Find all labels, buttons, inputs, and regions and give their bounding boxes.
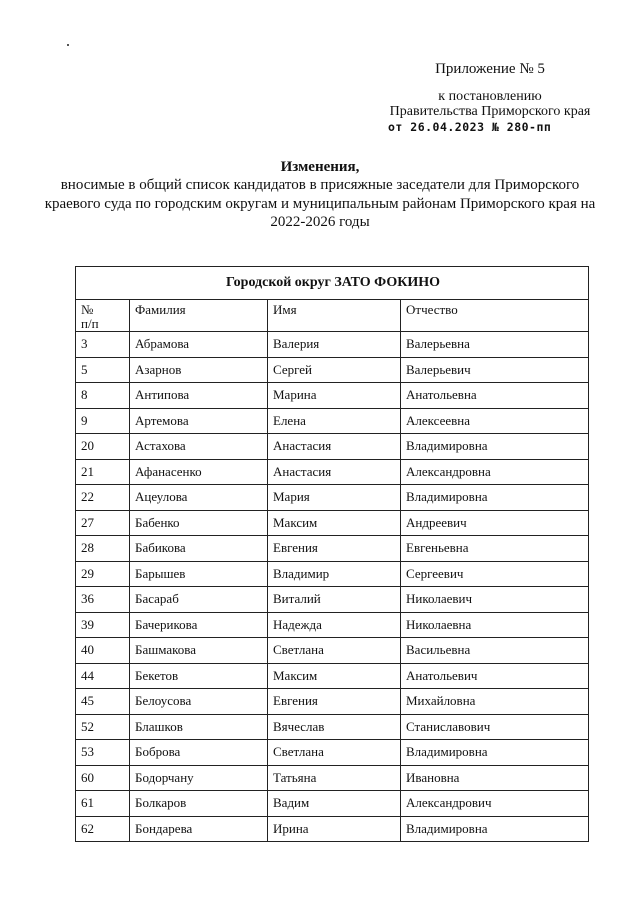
row-number: 36 — [76, 587, 130, 613]
row-surname: Бабенко — [130, 510, 268, 536]
row-number: 21 — [76, 459, 130, 485]
row-number: 29 — [76, 561, 130, 587]
document-subtitle-line-1: вносимые в общий список кандидатов в присяжные заседатели для Приморского — [60, 177, 580, 193]
row-surname: Боброва — [130, 740, 268, 766]
table-row — [76, 689, 589, 715]
row-patronymic: Николаевна — [401, 612, 589, 638]
row-name: Евгения — [268, 536, 401, 562]
row-surname: Болкаров — [130, 791, 268, 817]
row-surname: Бачерикова — [130, 612, 268, 638]
column-header-patronymic: Отчество — [401, 300, 589, 332]
row-name: Марина — [268, 383, 401, 409]
table-row — [76, 663, 589, 689]
row-number: 61 — [76, 791, 130, 817]
row-name: Мария — [268, 485, 401, 511]
row-name: Максим — [268, 663, 401, 689]
jurors-table — [75, 266, 589, 842]
row-surname: Басараб — [130, 587, 268, 613]
table-row — [76, 714, 589, 740]
column-header-surname: Фамилия — [130, 300, 268, 332]
row-name: Владимир — [268, 561, 401, 587]
row-surname: Бондарева — [130, 816, 268, 842]
table-row — [76, 485, 589, 511]
row-patronymic: Евгеньевна — [401, 536, 589, 562]
table-row — [76, 357, 589, 383]
table-body — [76, 332, 589, 842]
row-number: 60 — [76, 765, 130, 791]
row-number: 28 — [76, 536, 130, 562]
table-row — [76, 434, 589, 460]
row-surname: Белоусова — [130, 689, 268, 715]
appendix-date-number-line: от 26.04.2023 № 280-пп — [388, 120, 552, 134]
row-number: 20 — [76, 434, 130, 460]
document-subtitle-line-2: краевого суда по городским округам и муниципальным районам Приморского края на — [44, 196, 596, 212]
row-patronymic: Валерьевич — [401, 357, 589, 383]
row-patronymic: Николаевич — [401, 587, 589, 613]
column-header-number-abbr: п/п — [81, 316, 99, 331]
row-name: Анастасия — [268, 459, 401, 485]
row-patronymic: Владимировна — [401, 434, 589, 460]
table-row — [76, 740, 589, 766]
row-patronymic: Васильевна — [401, 638, 589, 664]
row-number: 45 — [76, 689, 130, 715]
row-name: Анастасия — [268, 434, 401, 460]
row-patronymic: Владимировна — [401, 485, 589, 511]
row-number: 53 — [76, 740, 130, 766]
row-name: Татьяна — [268, 765, 401, 791]
row-surname: Артемова — [130, 408, 268, 434]
row-name: Ирина — [268, 816, 401, 842]
row-patronymic: Владимировна — [401, 816, 589, 842]
row-name: Евгения — [268, 689, 401, 715]
table-row — [76, 638, 589, 664]
row-name: Елена — [268, 408, 401, 434]
row-surname: Блашков — [130, 714, 268, 740]
table-row — [76, 791, 589, 817]
row-number: 22 — [76, 485, 130, 511]
row-patronymic: Владимировна — [401, 740, 589, 766]
row-number: 40 — [76, 638, 130, 664]
row-number: 44 — [76, 663, 130, 689]
row-number: 52 — [76, 714, 130, 740]
table-row — [76, 510, 589, 536]
row-number: 9 — [76, 408, 130, 434]
column-header-number-symbol: № — [81, 302, 94, 317]
row-patronymic: Алексеевна — [401, 408, 589, 434]
row-patronymic: Сергеевич — [401, 561, 589, 587]
table-row — [76, 765, 589, 791]
row-number: 39 — [76, 612, 130, 638]
document-title: Изменения, — [280, 159, 360, 175]
column-header-name: Имя — [268, 300, 401, 332]
appendix-government-line: Правительства Приморского края — [389, 104, 591, 119]
row-surname: Бодорчану — [130, 765, 268, 791]
row-name: Виталий — [268, 587, 401, 613]
table-row — [76, 587, 589, 613]
scan-speck — [67, 44, 69, 46]
row-surname: Азарнов — [130, 357, 268, 383]
table-row — [76, 816, 589, 842]
row-number: 5 — [76, 357, 130, 383]
row-name: Вячеслав — [268, 714, 401, 740]
row-surname: Барышев — [130, 561, 268, 587]
row-surname: Афанасенко — [130, 459, 268, 485]
row-surname: Ацеулова — [130, 485, 268, 511]
document-subtitle-line-3: 2022-2026 годы — [270, 214, 370, 230]
row-number: 62 — [76, 816, 130, 842]
table-row — [76, 459, 589, 485]
table-row — [76, 332, 589, 358]
table-row — [76, 408, 589, 434]
table-row — [76, 561, 589, 587]
row-patronymic: Александрович — [401, 791, 589, 817]
table-row — [76, 383, 589, 409]
district-header: Городской округ ЗАТО ФОКИНО — [76, 267, 589, 300]
row-number: 27 — [76, 510, 130, 536]
appendix-title: Приложение № 5 — [435, 61, 545, 77]
table-row — [76, 612, 589, 638]
row-name: Светлана — [268, 740, 401, 766]
row-number: 3 — [76, 332, 130, 358]
table-row — [76, 536, 589, 562]
row-name: Максим — [268, 510, 401, 536]
row-surname: Абрамова — [130, 332, 268, 358]
row-surname: Антипова — [130, 383, 268, 409]
column-header-row — [76, 300, 589, 332]
row-name: Вадим — [268, 791, 401, 817]
row-patronymic: Александровна — [401, 459, 589, 485]
row-patronymic: Станиславович — [401, 714, 589, 740]
row-surname: Башмакова — [130, 638, 268, 664]
row-patronymic: Анатольевна — [401, 383, 589, 409]
column-header-number — [76, 300, 130, 332]
row-surname: Бабикова — [130, 536, 268, 562]
row-surname: Астахова — [130, 434, 268, 460]
row-patronymic: Андреевич — [401, 510, 589, 536]
row-patronymic: Валерьевна — [401, 332, 589, 358]
row-patronymic: Ивановна — [401, 765, 589, 791]
row-number: 8 — [76, 383, 130, 409]
row-surname: Бекетов — [130, 663, 268, 689]
row-patronymic: Анатольевич — [401, 663, 589, 689]
row-name: Светлана — [268, 638, 401, 664]
appendix-resolution-line: к постановлению — [438, 89, 542, 104]
row-patronymic: Михайловна — [401, 689, 589, 715]
row-name: Валерия — [268, 332, 401, 358]
row-name: Надежда — [268, 612, 401, 638]
row-name: Сергей — [268, 357, 401, 383]
